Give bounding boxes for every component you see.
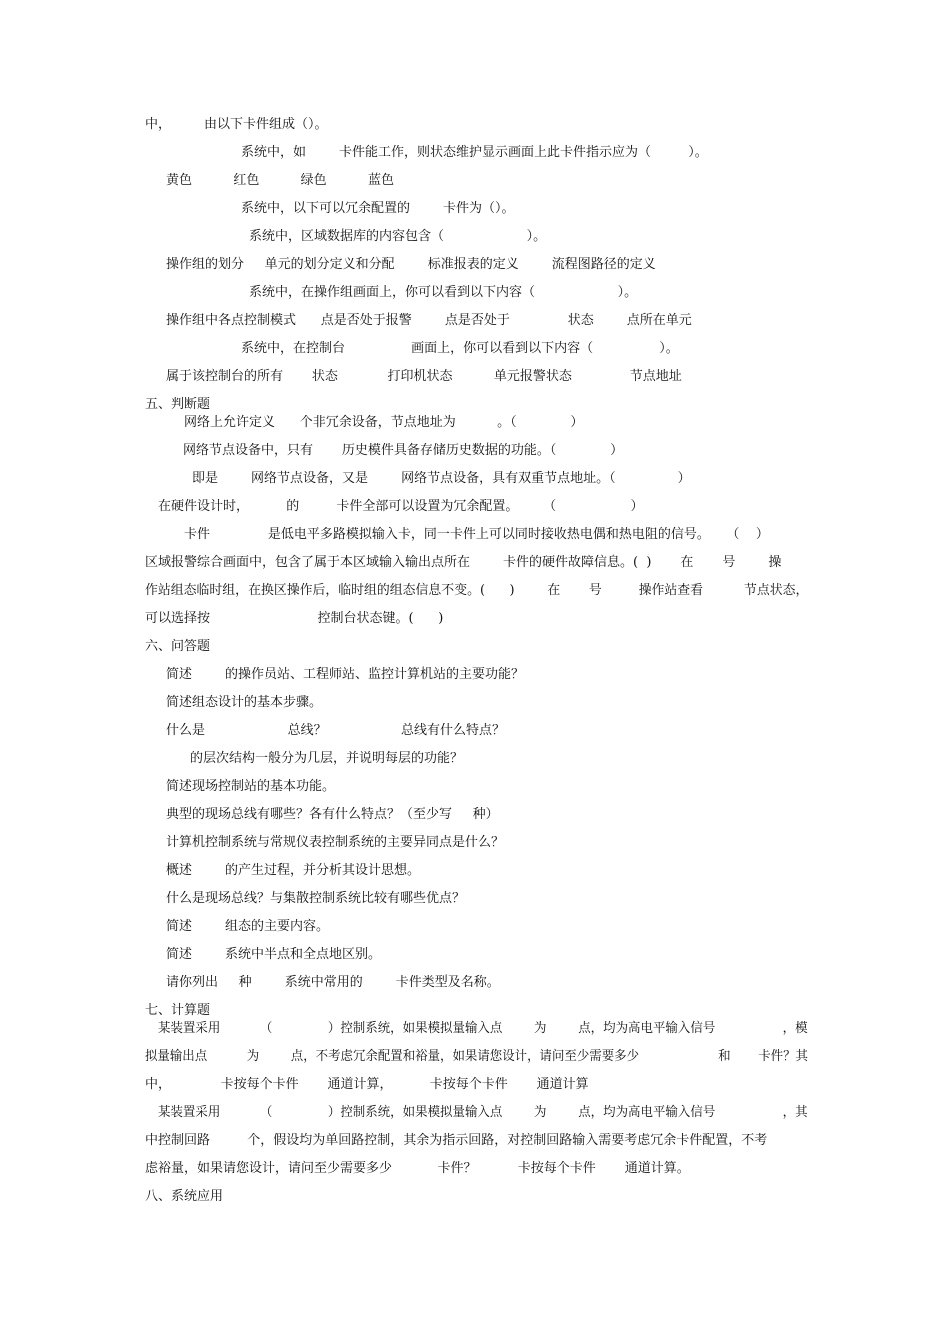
text-line: 某装置采用 （ ）控制系统，如果模拟量输入点 为 点，均为高电平输入信号 ，其 [158,1105,808,1120]
section-heading: 七、计算题 [145,1003,211,1018]
text-line: 概述 的产生过程，并分析其设计思想。 [166,863,421,878]
text-line: 什么是现场总线？与集散控制系统比较有哪些优点？ [166,891,466,906]
section-heading: 五、判断题 [145,397,211,412]
text-line: 系统中，如 卡件能工作，则状态维护显示画面上此卡件指示应为（ ）。 [241,145,708,160]
text-line: 典型的现场总线有哪些？各有什么特点？（至少写 种） [166,807,499,822]
text-line: 计算机控制系统与常规仪表控制系统的主要异同点是什么？ [166,835,505,850]
text-line: 在硬件设计时， 的 卡件全部可以设置为冗余配置。 （ ） [158,499,644,514]
text-line: 黄色 红色 绿色 蓝色 [166,173,394,188]
text-line: 什么是 总线？ 总线有什么特点？ [166,723,506,738]
text-line: 操作组的划分 单元的划分定义和分配 标准报表的定义 流程图路径的定义 [166,257,656,272]
text-line: 可以选择按 控制台状态键。( ) [145,611,444,626]
text-line: 系统中，在控制台 画面上，你可以看到以下内容（ ）。 [241,341,679,356]
text-line: 简述现场控制站的基本功能。 [166,779,336,794]
text-line: 中， 卡按每个卡件 通道计算， 卡按每个卡件 通道计算 [145,1077,589,1092]
text-line: 操作组中各点控制模式 点是否处于报警 点是否处于 状态 点所在单元 [166,313,692,328]
text-line: 简述组态设计的基本步骤。 [166,695,323,710]
text-line: 某装置采用 （ ）控制系统，如果模拟量输入点 为 点，均为高电平输入信号 ，模 [158,1021,808,1036]
text-line: 即是 网络节点设备，又是 网络节点设备，具有双重节点地址。（ ） [192,471,691,486]
text-line: 虑裕量，如果请您设计，请问至少需要多少 卡件？ 卡按每个卡件 通道计算。 [145,1161,690,1176]
text-line: 简述 组态的主要内容。 [166,919,330,934]
text-line: 网络上允许定义 个非冗余设备，节点地址为 。（ ） [184,415,584,430]
text-line: 系统中，在操作组画面上，你可以看到以下内容（ ）。 [249,285,638,300]
section-heading: 八、系统应用 [145,1189,224,1204]
text-line: 的层次结构一般分为几层，并说明每层的功能？ [190,751,464,766]
text-line: 系统中，区域数据库的内容包含（ ）。 [249,229,547,244]
text-line: 简述 的操作员站、工程师站、监控计算机站的主要功能？ [166,667,525,682]
section-heading: 六、问答题 [145,639,211,654]
text-line: 简述 系统中半点和全点地区别。 [166,947,382,962]
text-line: 属于该控制台的所有 状态 打印机状态 单元报警状态 节点地址 [166,369,682,384]
text-line: 网络节点设备中，只有 历史模件具备存储历史数据的功能。（ ） [183,443,624,458]
text-line: 区域报警综合画面中，包含了属于本区域输入输出点所在 卡件的硬件故障信息。( ) 在 号 操 [145,555,782,570]
text-line: 拟量输出点 为 点，不考虑冗余配置和裕量，如果请您设计，请问至少需要多少 和 卡件？其 [145,1049,808,1064]
text-line: 系统中，以下可以冗余配置的 卡件为（）。 [241,201,515,216]
text-line: 中， 由以下卡件组成（）。 [145,117,328,132]
text-line: 请你列出 种 系统中常用的 卡件类型及名称。 [166,975,500,990]
text-line: 作站组态临时组，在换区操作后，临时组的组态信息不变。( ) 在 号 操作站查看 节点状态， [145,583,809,598]
text-line: 卡件 是低电平多路模拟输入卡，同一卡件上可以同时接收热电偶和热电阻的信号。 （ ） [184,527,769,542]
text-line: 中控制回路 个，假设均为单回路控制，其余为指示回路，对控制回路输入需要考虑冗余卡件配置，不考 [145,1133,768,1148]
